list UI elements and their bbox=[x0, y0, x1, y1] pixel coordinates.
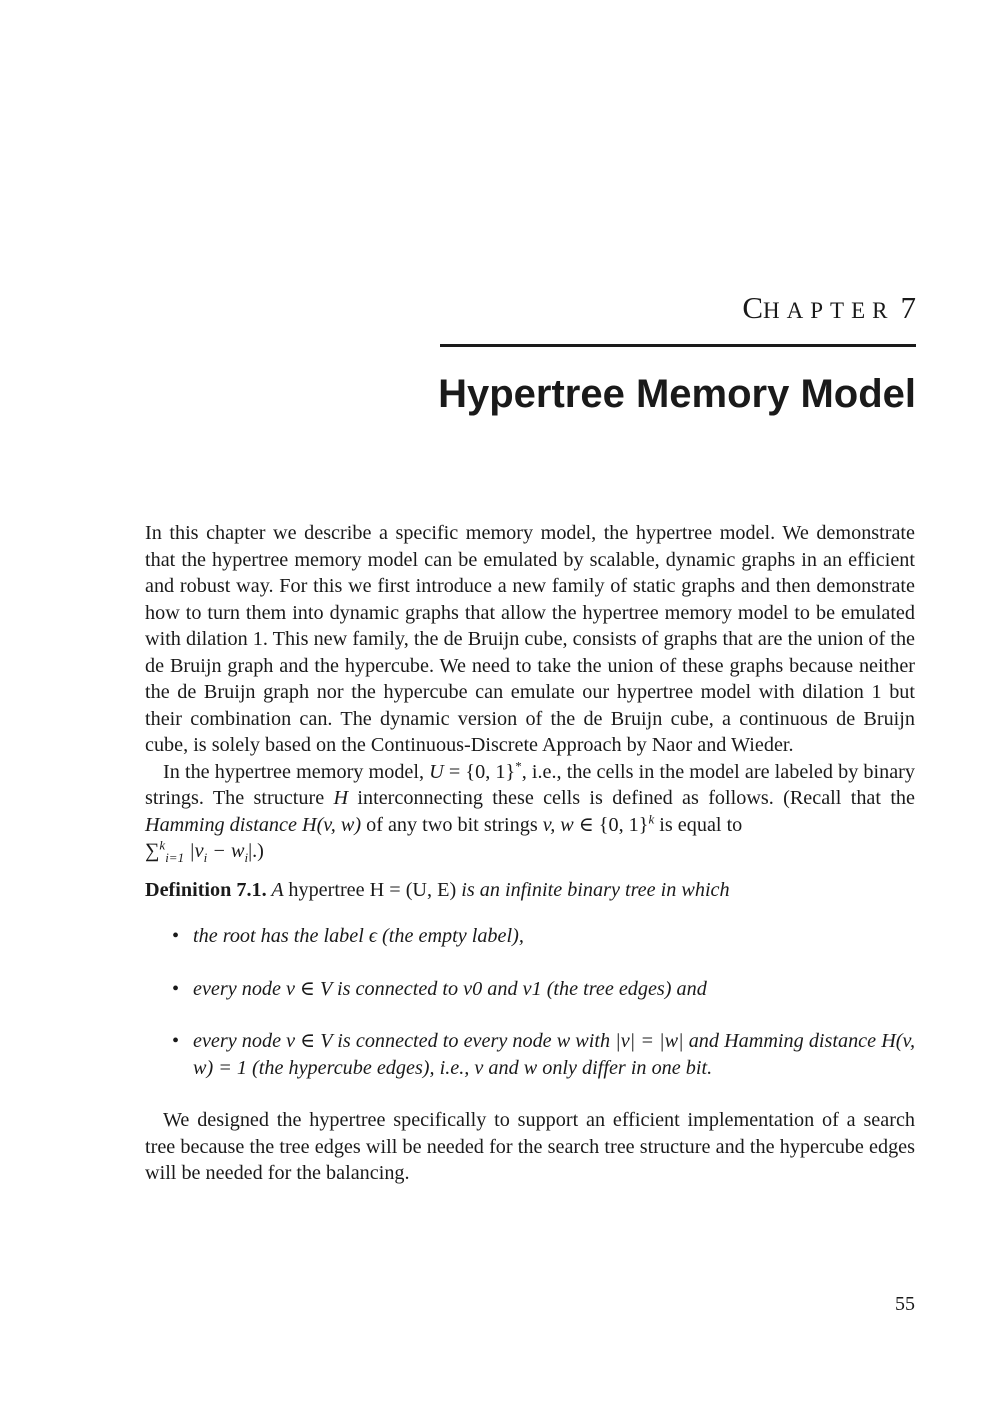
chapter-number: 7 bbox=[900, 290, 916, 325]
definition-text: is an infinite binary tree in which bbox=[461, 878, 730, 901]
bullet-icon: • bbox=[172, 977, 180, 1000]
bullet-icon: • bbox=[172, 1030, 180, 1052]
bullet-text: the root has the label ϵ (the empty label), bbox=[193, 925, 524, 947]
text-run: of any two bit strings bbox=[361, 813, 543, 836]
sum-upper: k bbox=[159, 837, 166, 853]
bullet-text: every node v ∈ V is connected to every node w with |v| = |w| and Hamming distance H(v, w) = 1 (the hypercube edges), i.e., v and w only differ in one bit. bbox=[193, 1030, 915, 1079]
sum-term: − w bbox=[207, 840, 245, 862]
math-Hvw: H(v, w) bbox=[302, 813, 362, 836]
chapter-label-rest: HAPTER bbox=[763, 298, 895, 323]
definition-heading: Definition 7.1. bbox=[145, 878, 267, 901]
math-U: U bbox=[429, 760, 444, 783]
text-run: interconnecting these cells is defined as follows. (Recall that the bbox=[348, 787, 915, 809]
sum-term-end: |.) bbox=[248, 840, 264, 862]
list-item bbox=[145, 923, 915, 950]
definition-text: A bbox=[266, 878, 289, 901]
sum-lower: i=1 bbox=[165, 850, 185, 866]
text-run: , i.e., the cells in the model are labeled by binary strings. The structure bbox=[145, 760, 915, 809]
definition-term: hypertree bbox=[288, 878, 365, 901]
intro-paragraph: In this chapter we describe a specific memory model, the hypertree model. We demonstrate that the hypertree memory model can be emulated by scalable, dynamic graphs in an efficient and robust way. For this we first introduce a new family of static graphs and then demonstrate how to turn them into dynamic graphs that allow the hypertree memory model to be emulated with dilation 1. This new family, the de Bruijn cube, consists of graphs that are the union of the de Bruijn graph and the hypercube. We need to take the union of these graphs because neither the de Bruijn graph nor the hypercube can emulate our hypertree model with dilation 1 but their combination can. The dynamic version of the de Bruijn cube, a continuous de Bruijn cube, is solely based on the Continuous-Discrete Approach by Naor and Wieder. bbox=[145, 522, 915, 756]
text-run: In the hypertree memory model, bbox=[163, 760, 430, 783]
math-star: * bbox=[515, 757, 522, 773]
math-H: H bbox=[333, 787, 349, 809]
math-vw: v, w bbox=[542, 813, 574, 836]
sum-term: |v bbox=[184, 840, 204, 862]
text-run: ∈ {0, 1} bbox=[573, 813, 649, 836]
list-item bbox=[145, 976, 915, 1003]
chapter-label-initial: C bbox=[742, 290, 764, 325]
model-paragraph bbox=[145, 759, 915, 865]
sum-index: i bbox=[244, 850, 249, 866]
definition-7-1 bbox=[145, 877, 915, 904]
definition-bullet-list bbox=[145, 923, 915, 1081]
chapter-rule bbox=[440, 344, 916, 347]
hamming-distance-term: Hamming distance bbox=[145, 813, 297, 836]
math-k: k bbox=[648, 810, 655, 826]
sum-symbol: ∑ bbox=[145, 840, 160, 862]
body-text bbox=[145, 520, 915, 1187]
bullet-icon: • bbox=[172, 925, 180, 947]
closing-paragraph: We designed the hypertree specifically to support an efficient implementation of a search tree because the tree edges will be needed for the search tree structure and the hypercube edges will be needed for the balancing. bbox=[145, 1109, 915, 1184]
sum-index: i bbox=[203, 850, 208, 866]
chapter-label bbox=[742, 290, 916, 326]
bullet-text: every node v ∈ V is connected to v0 and v1 (the tree edges) and bbox=[193, 977, 707, 1000]
chapter-title: Hypertree Memory Model bbox=[438, 372, 916, 416]
page-number: 55 bbox=[895, 1293, 915, 1315]
text-run: is equal to bbox=[654, 813, 743, 836]
definition-math: H = (U, E) bbox=[364, 878, 462, 901]
text-run: = {0, 1} bbox=[443, 760, 516, 783]
list-item bbox=[145, 1028, 915, 1081]
